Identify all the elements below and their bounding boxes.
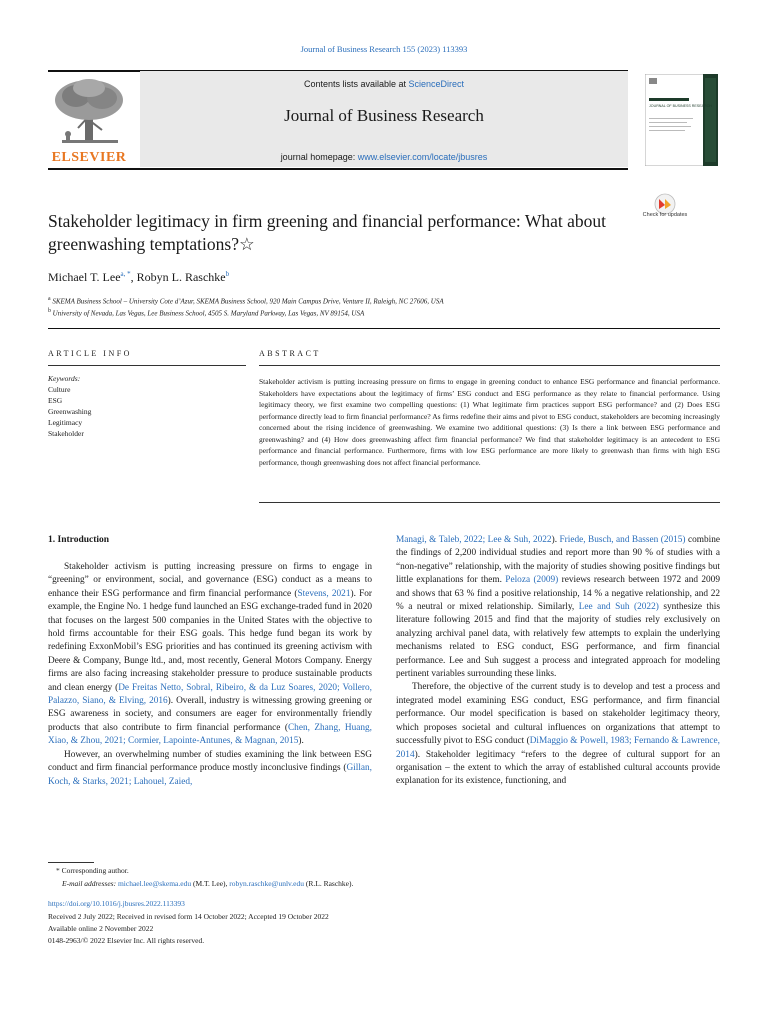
author-affiliation-marker[interactable]: a, *: [120, 270, 131, 278]
keyword-item: Greenwashing: [48, 407, 92, 416]
paragraph-text: Therefore, the objective of the current study is to develop and test a process and integrated model examining ESG conduct, ESG performance, and firm financial performance. Our model specification is based on stakeholder legitimacy theory, which proposes societal and cultural influences on organizations that attempt to successfully pivot to ESG conduct (: [396, 682, 720, 747]
journal-title: Journal of Business Research: [284, 106, 484, 125]
paragraph-text: combine the findings of 2,200 individual studies and report more than 90 % of studies with a “non-negative” relationship, with the majority of studies showing positive findings but little explanations for them.: [396, 535, 721, 586]
keyword-item: Legitimacy: [48, 418, 83, 427]
affiliation-marker: b: [48, 308, 51, 314]
citation-link[interactable]: Stevens, 2021: [297, 588, 351, 599]
author-list: [48, 270, 229, 285]
email-link[interactable]: michael.lee@skema.edu: [117, 879, 192, 888]
tree-icon: [48, 76, 130, 148]
journal-citation[interactable]: Journal of Business Research 155 (2023) 113393: [300, 44, 468, 54]
publisher-logo-text: ELSEVIER: [51, 150, 127, 165]
corresponding-author-note: * Corresponding author.: [56, 866, 129, 875]
homepage-link[interactable]: www.elsevier.com/locate/jbusres: [357, 152, 488, 162]
author-name: Robyn L. Raschke: [136, 270, 226, 284]
citation-link[interactable]: Managi, & Taleb, 2022; Lee & Suh, 2022: [396, 535, 552, 545]
check-updates-label: Check for updates: [642, 212, 688, 218]
abstract-text: Stakeholder activism is putting increasing pressure on firms to engage in greening conduct to enhance ESG performance and financial performance. Stakeholders have expectations about the legitimacy of firms’ ESG conduct and ESG performance as they relate to financial performance. Using legitimacy theory, we first examine two compelling questions: (1) What legitimate firm practices support ESG performance? and (2) Does ESG performance directly lead to firm financial performance? As firms redefine their aims and pivot to ESG conduct, stakeholders are becoming increasingly concerned about the rising incidence of greenwashing. We examine two additional questions: (3) Is there a link between ESG performance and greenwashing? and (4) How does greenwashing affect firm financial performance? We find that stakeholder legitimacy is an antecedent to ESG performance and financial performance. Furthermore, firms with low ESG performance are more likely to greenwash than firms with high ESG performance, though greenwashing does not affect financial performance.: [259, 377, 720, 467]
online-date: Available online 2 November 2022: [48, 924, 154, 933]
paragraph-text: ). For example, the Engine No. 1 hedge fund launched an ESG exchange-traded fund in 2020 that focuses on the largest 500 companies in the United States with the objective to hold firms accountable for their ESG goals. This hedge fund began its work by redefining ExxonMobil’s ESG priorities and has continued its greening activism with Deere & Company, Bunge ltd., and, most recently, General Motors Company. Energy firms are also facing increasing stakeholder pressure to produce sustainable products and clean energy (: [48, 588, 372, 693]
affiliation-b: [48, 308, 364, 317]
body-column-right: [396, 534, 720, 789]
citation-link[interactable]: Peloza (2009): [505, 575, 559, 586]
paragraph: [396, 681, 720, 788]
citation-link[interactable]: Friede, Busch, and Bassen (2015): [559, 535, 686, 545]
contents-line: [140, 79, 628, 89]
abstract-divider: [259, 365, 720, 366]
article-info-divider: [48, 365, 246, 366]
copyright-line: 0148-2963/© 2022 Elsevier Inc. All rights reserved.: [48, 936, 205, 945]
keywords-label: Keywords:: [48, 374, 81, 383]
header-rule-bottom: [48, 168, 628, 170]
abstract-heading: ABSTRACT: [259, 349, 321, 358]
paragraph-text: ). Overall, industry is witnessing growing greening or ESG awareness in society, and consumers are eager for environmentally friendly products that also contribute to firm financial performance (: [48, 696, 372, 733]
paragraph-text: ).: [298, 736, 304, 747]
paragraph: [48, 561, 372, 749]
citation-link[interactable]: De Freitas Netto, Sobral, Ribeiro, & da Luz Soares, 2020; Vollero, Palazzo, Siano, & Elving, 2016: [48, 682, 372, 707]
email-link[interactable]: robyn.raschke@unlv.edu: [229, 879, 305, 888]
received-dates: Received 2 July 2022; Received in revised form 14 October 2022; Accepted 19 October 2022: [48, 912, 329, 921]
paragraph-text: However, an overwhelming number of studies examining the link between ESG conduct and firm financial performance produce mostly inconclusive findings (: [48, 749, 372, 774]
author-name: Michael T. Lee: [48, 270, 121, 284]
journal-cover-icon: [645, 74, 718, 166]
doi-link[interactable]: https://doi.org/10.1016/j.jbusres.2022.113393: [48, 899, 185, 908]
paragraph-text: Stakeholder activism is putting increasing pressure on firms to engage in “greening” or environment, social, and governance (ESG) conduct as a means to enhance their ESG performance and firm financial performance (: [48, 562, 372, 599]
paragraph-text: reviews research between 1972 and 2009 and shows that 63 % find a positive relationship, 14 % a negative relationship, and 22 % a neutral or mixed relationship. Similarly,: [396, 575, 720, 613]
paragraph-text: ).: [551, 535, 560, 545]
section-heading-introduction: 1. Introduction: [48, 535, 110, 545]
paper-title: Stakeholder legitimacy in firm greening and financial performance: What about greenwashing temptations?☆: [48, 211, 607, 254]
email-label: E-mail addresses:: [62, 879, 118, 888]
footnote-divider: [48, 862, 94, 863]
affiliation-marker: a: [48, 296, 51, 302]
keyword-item: Culture: [48, 385, 71, 394]
paragraph: [396, 534, 720, 681]
citation-link[interactable]: Chen, Zhang, Huang, Xiao, & Zhou, 2021; Cormier, Lapointe-Antunes, & Magnan, 2015: [48, 722, 372, 747]
keyword-item: Stakeholder: [48, 429, 84, 438]
homepage-prefix: journal homepage:: [280, 152, 358, 162]
contents-prefix: Contents lists available at: [303, 79, 409, 89]
citation-link[interactable]: Gillan, Koch, & Starks, 2021; Lahouel, Zaied,: [48, 763, 372, 787]
citation-link[interactable]: DiMaggio & Powell, 1983; Fernando & Lawrence, 2014: [396, 736, 720, 760]
citation-link[interactable]: Lee and Suh (2022): [578, 602, 659, 613]
section-divider: [48, 328, 720, 329]
body-column-left: [48, 561, 372, 789]
email-addresses: [62, 879, 353, 888]
keyword-item: ESG: [48, 396, 63, 405]
paragraph-text: ). Stakeholder legitimacy “refers to the degree of cultural support for an organisation – the extent to which the array of established cultural accounts provide explanation for its existence, functioning, and: [396, 749, 720, 787]
homepage-line: [140, 152, 628, 162]
affiliation-text: University of Nevada, Las Vegas, Lee Business School, 4505 S. Maryland Parkway, Las Vegas, NV 89154, USA: [50, 309, 365, 318]
author-separator: ,: [130, 270, 137, 284]
cover-title-text: JOURNAL OF BUSINESS RESEARCH: [649, 104, 712, 108]
paragraph-text: synthesize this literature following 2015 and find that the majority of studies rely exclusively on analyzing archival panel data, with relatively few attempts to explain the underlying mechanisms related to ESG conduct, ESG performance, and firm financial performance. Lee and Suh suggest a process and integrated approach for modeling pertinent variables surrounding these links.: [396, 602, 720, 680]
paragraph: [48, 749, 372, 789]
sciencedirect-link[interactable]: ScienceDirect: [408, 79, 465, 89]
article-info-heading: ARTICLE INFO: [48, 349, 132, 358]
journal-cover-thumbnail[interactable]: [645, 74, 718, 166]
author-affiliation-marker[interactable]: b: [225, 270, 230, 278]
email-owner: (M.T. Lee),: [191, 879, 230, 888]
affiliation-a: [48, 296, 444, 305]
email-owner: (R.L. Raschke).: [304, 879, 354, 888]
affiliation-text: SKEMA Business School – University Cote d’Azur, SKEMA Business School, 920 Main Campus Drive, Venture II, Raleigh, NC 27606, USA: [50, 297, 444, 306]
abstract-bottom-divider: [259, 502, 720, 503]
